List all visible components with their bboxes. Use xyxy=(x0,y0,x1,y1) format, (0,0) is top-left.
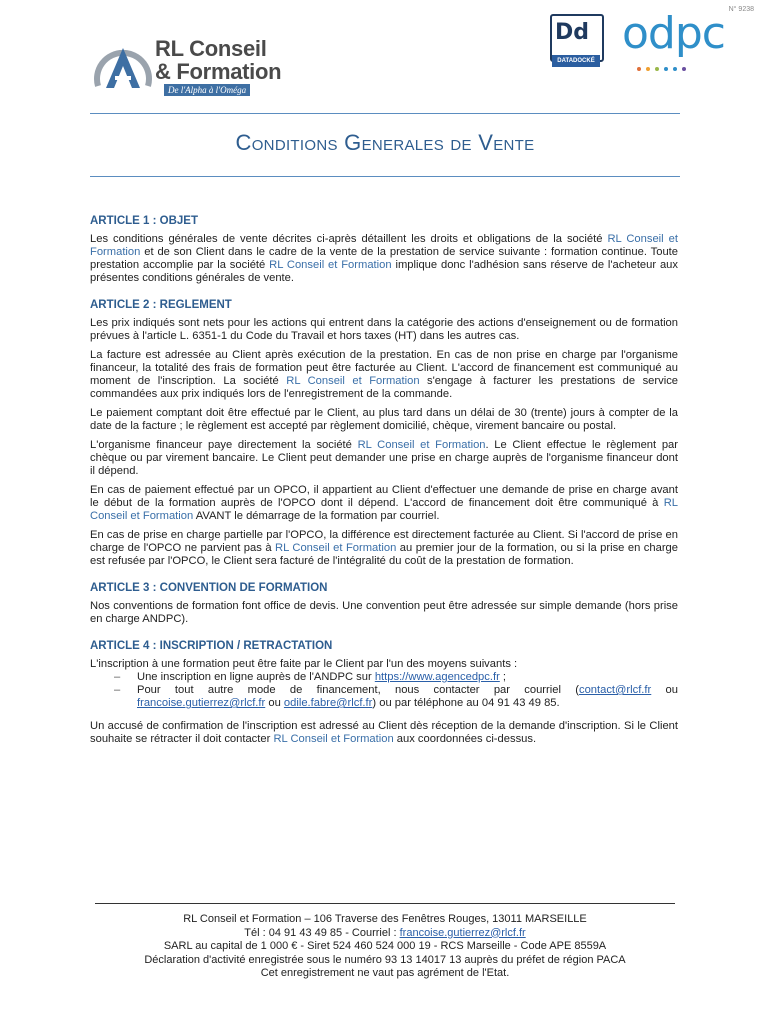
datadock-ribbon: DATADOCKÉ xyxy=(552,55,600,67)
odpc-dot xyxy=(664,67,668,71)
odile-email-link[interactable]: odile.fabre@rlcf.fr xyxy=(283,697,373,709)
footer-address: RL Conseil et Formation – 106 Traverse des Fenêtres Rouges, 13011 MARSEILLE xyxy=(183,913,587,925)
logo-name-line2: & Formation xyxy=(155,59,282,84)
document-number: N° 9238 xyxy=(728,6,754,13)
article-2-paragraph-5: En cas de paiement effectué par un OPCO, il appartient au Client d'effectuer une demande de prise en charge avant le début de la formation auprès de l'OPCO dont il dépend. L'accord de financement doit être communiqué à RL Conseil et Formation AVANT le démarrage de la formation par courriel. xyxy=(90,484,678,522)
footer xyxy=(80,913,690,981)
odpc-logo: odpc xyxy=(622,8,725,59)
alpha-omega-logo-icon xyxy=(92,34,154,92)
article-2-heading: ARTICLE 2 : REGLEMENT xyxy=(90,299,232,311)
footer-email-link[interactable]: francoise.gutierrez@rlcf.fr xyxy=(399,926,526,939)
datadock-letters: Dd xyxy=(555,20,590,45)
article-4-heading: ARTICLE 4 : INSCRIPTION / RETRACTATION xyxy=(90,640,333,652)
odpc-dot xyxy=(655,67,659,71)
francoise-email-link[interactable]: francoise.gutierrez@rlcf.fr xyxy=(137,697,266,709)
footer-declaration: Déclaration d'activité enregistrée sous le numéro 93 13 14017 13 auprès du préfet de région PACA xyxy=(144,953,626,966)
footer-disclaimer: Cet enregistrement ne vaut pas agrément de l'Etat. xyxy=(260,967,510,979)
odpc-dot xyxy=(637,67,641,71)
article-3-paragraph: Nos conventions de formation font office de devis. Une convention peut être adressée sur simple demande (hors prise en charge ANDPC). xyxy=(90,600,678,625)
article-1-paragraph: Les conditions générales de vente décrites ci-après détaillent les droits et obligations de la société RL Conseil et Formation et de son Client dans le cadre de la vente de la prestation de service suivante : formation continue. Toute prestation accomplie par la société RL Conseil et Formation implique donc l'adhésion sans réserve de l'acheteur aux présentes conditions générales de vente. xyxy=(90,233,678,284)
article-2-paragraph-4: L'organisme financeur paye directement la société RL Conseil et Formation. Le Client effectue le règlement par chèque ou par virement bancaire. Le Client peut demander une prise en charge auprès de l'organisme financeur dont il dépend. xyxy=(90,439,678,477)
rl-conseil-logo xyxy=(92,34,312,94)
odpc-dots xyxy=(637,67,686,71)
odpc-dot xyxy=(673,67,677,71)
footer-divider xyxy=(95,903,675,904)
contact-email-link[interactable]: contact@rlcf.fr xyxy=(578,684,652,696)
divider-title xyxy=(90,176,680,177)
odpc-dot xyxy=(646,67,650,71)
article-2-paragraph-2: La facture est adressée au Client après exécution de la prestation. En cas de non prise en charge par l'organisme financeur, la totalité des frais de formation peut être facturée au Client. L'accord de financement est communiqué au moment de l'inscription. La société RL Conseil et Formation s'engage à facturer les prestations de service commandées aux prix indiqués lors de l'enregistrement de la commande. xyxy=(90,349,679,400)
logo-tagline: De l'Alpha à l'Oméga xyxy=(164,84,250,96)
article-2-paragraph-6: En cas de prise en charge partielle par l'OPCO, la différence est directement facturée au Client. Si l'accord de prise en charge de l'OPCO ne parvient pas à RL Conseil et Formation au premier jour de la formation, ou si la prise en charge est refusée par l'OPCO, le Client sera facturé de l'intégralité du coût de la prestation de formation. xyxy=(90,529,678,567)
divider-top xyxy=(90,113,680,114)
logo-name-line1: RL Conseil xyxy=(155,36,267,61)
list-item: – Pour tout autre mode de financement, nous contacter par courriel (contact@rlcf.fr ou francoise.gutierrez@rlcf.fr ou odile.fabre@rlcf.fr) ou par téléphone au 04 91 43 49 85. xyxy=(116,684,678,710)
footer-company-info: SARL au capital de 1 000 € - Siret 524 460 524 000 19 - RCS Marseille - Code APE 8559A xyxy=(163,940,607,952)
document-body xyxy=(90,205,678,752)
agencedpc-link[interactable]: https://www.agencedpc.fr xyxy=(374,671,500,683)
article-4-intro: L'inscription à une formation peut être faite par le Client par l'un des moyens suivants : xyxy=(90,658,518,670)
inscription-methods-list xyxy=(90,671,678,710)
article-4-paragraph-2: Un accusé de confirmation de l'inscription est adressé au Client dès réception de la demande d'inscription. Si le Client souhaite se rétracter il doit contacter RL Conseil et Formation aux coordonnées ci-dessus. xyxy=(90,720,678,745)
footer-contact: Tél : 04 91 43 49 85 - Courriel : francoise.gutierrez@rlcf.fr xyxy=(244,926,526,939)
page-title: Conditions Generales de Vente xyxy=(235,130,535,155)
list-item: – Une inscription en ligne auprès de l'ANDPC sur https://www.agencedpc.fr ; xyxy=(116,671,678,684)
article-2-paragraph-1: Les prix indiqués sont nets pour les actions qui entrent dans la catégorie des actions d'enseignement ou de formation prévues à l'article L. 6351-1 du Code du Travail et hors taxes (HT) dans les autres cas. xyxy=(90,317,678,342)
odpc-dot xyxy=(682,67,686,71)
article-3-heading: ARTICLE 3 : CONVENTION DE FORMATION xyxy=(90,582,328,594)
article-1-heading: ARTICLE 1 : OBJET xyxy=(90,215,198,227)
article-2-paragraph-3: Le paiement comptant doit être effectué par le Client, au plus tard dans un délai de 30 (trente) jours à compter de la date de la facture ; le règlement est accepté par règlement domicilié, chèque, virement bancaire ou postal. xyxy=(90,407,678,432)
